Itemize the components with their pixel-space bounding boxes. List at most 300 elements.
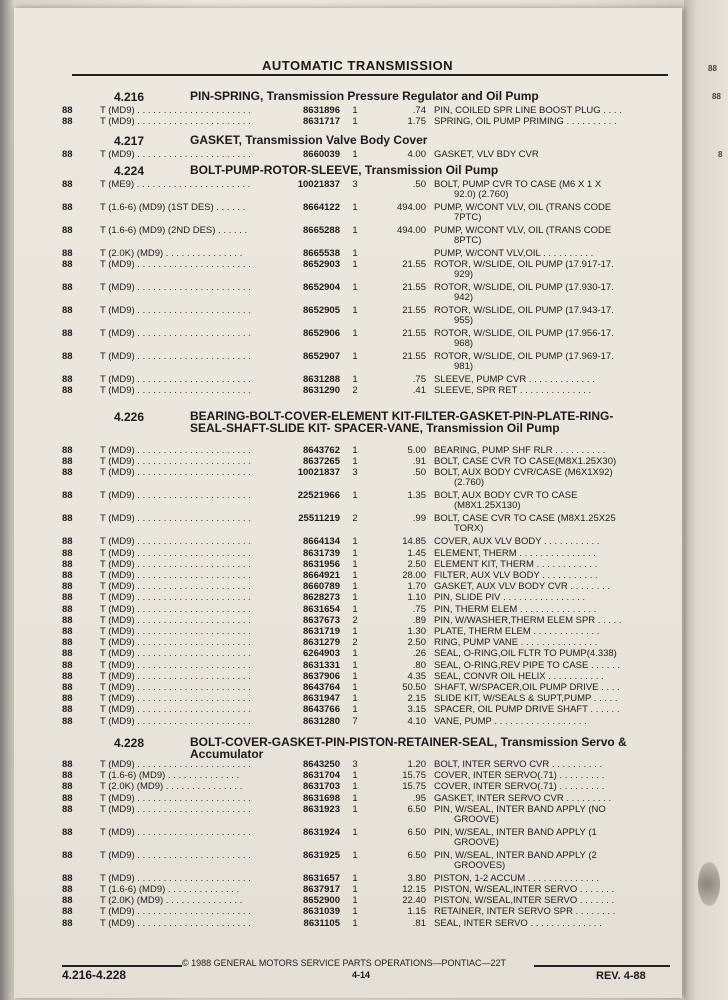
model-code: 88 <box>62 682 73 693</box>
part-row <box>14 117 682 127</box>
description: ELEMENT, THERM . . . . . . . . . . . . . . . <box>434 547 596 559</box>
quantity: 7 <box>352 715 358 727</box>
part-row <box>14 694 682 704</box>
part-row <box>14 446 682 456</box>
model-code: 88 <box>62 202 73 213</box>
application: T (MD9) . . . . . . . . . . . . . . . . . . . . . . <box>100 626 251 637</box>
quantity: 1 <box>352 374 358 386</box>
quantity: 1 <box>352 570 358 581</box>
price: 4.10 <box>407 715 426 727</box>
header-rule <box>72 74 668 76</box>
description: BOLT, INTER SERVO CVR . . . . . . . . . . <box>434 759 603 770</box>
section-number: 4.224 <box>114 164 145 178</box>
model-code: 88 <box>62 179 73 190</box>
description-continuation: (M8X1.25X130) <box>454 500 521 512</box>
quantity: 1 <box>352 792 358 804</box>
application: T (MD9) . . . . . . . . . . . . . . . . . . . . . . <box>100 456 251 468</box>
description: BOLT, CASE CVR TO CASE(M8X1.25X30) <box>434 456 617 468</box>
description: BEARING, PUMP SHF RLR . . . . . . . . . . <box>434 445 606 456</box>
price: 50.50 <box>402 682 426 693</box>
description: SLEEVE, PUMP CVR . . . . . . . . . . . . . <box>434 374 595 386</box>
application: T (MD9) . . . . . . . . . . . . . . . . . . . . . . <box>100 648 251 660</box>
binder-hole <box>698 862 720 906</box>
model-code: 88 <box>62 884 73 895</box>
quantity: 1 <box>352 803 358 815</box>
application: T (MD9) . . . . . . . . . . . . . . . . . . . . . . <box>100 445 251 456</box>
part-number: 8652903 <box>303 259 340 271</box>
application: T (MD9) . . . . . . . . . . . . . . . . . . . . . . <box>100 603 251 615</box>
application: T (MD9) . . . . . . . . . . . . . . . . . . . . . . <box>100 803 251 815</box>
model-code: 88 <box>62 715 73 727</box>
description-continuation: 981) <box>454 361 474 373</box>
description: BOLT, AUX BODY CVR TO CASE <box>434 490 578 502</box>
quantity: 1 <box>352 693 358 705</box>
description: PUMP, W/CONT VLV, OIL (TRANS CODE <box>434 202 612 213</box>
footer-rule-right <box>534 965 670 967</box>
quantity: 1 <box>352 592 358 604</box>
application: T (2.0K) (MD9) . . . . . . . . . . . . . . . <box>100 895 243 907</box>
price: 4.00 <box>407 149 426 160</box>
part-row <box>14 150 682 160</box>
part-number: 8631923 <box>303 803 340 815</box>
quantity: 2 <box>352 637 358 649</box>
quantity: 1 <box>352 906 358 918</box>
part-row <box>14 537 682 547</box>
section-number: 4.228 <box>114 736 145 750</box>
quantity: 1 <box>352 105 358 116</box>
part-number: 8631039 <box>303 906 340 918</box>
model-code: 88 <box>62 374 73 386</box>
price: 1.10 <box>407 592 426 604</box>
part-row <box>14 386 682 396</box>
description: SHAFT, W/SPACER,OIL PUMP DRIVE . . . . <box>434 682 620 693</box>
part-row <box>14 549 682 559</box>
quantity: 1 <box>352 581 358 593</box>
application: T (MD9) . . . . . . . . . . . . . . . . . . . . . . <box>100 659 251 671</box>
footer-revision: REV. 4-88 <box>596 970 646 982</box>
price: 28.00 <box>402 570 426 581</box>
application: T (MD9) . . . . . . . . . . . . . . . . . . . . . . <box>100 149 251 160</box>
part-number: 8664122 <box>303 202 340 213</box>
description-continuation: 92.0) (2.760) <box>454 189 509 200</box>
price: 1.70 <box>407 581 426 593</box>
price: 2.50 <box>407 637 426 649</box>
description: COVER, INTER SERVO(.71) . . . . . . . . . <box>434 770 605 782</box>
quantity: 1 <box>352 259 358 271</box>
price: 494.00 <box>396 202 426 213</box>
model-code: 88 <box>62 467 73 479</box>
description: SEAL, CONVR OIL HELIX . . . . . . . . . . . <box>434 670 604 682</box>
part-row <box>14 352 682 362</box>
part-number: 10021837 <box>297 467 340 479</box>
model-code: 88 <box>62 248 73 259</box>
part-number: 8660039 <box>303 149 340 160</box>
model-code: 88 <box>62 906 73 918</box>
model-code: 88 <box>62 592 73 604</box>
part-row <box>14 683 682 693</box>
model-code: 88 <box>62 116 73 128</box>
part-number: 8631947 <box>303 693 340 705</box>
quantity: 1 <box>352 781 358 793</box>
description: SPACER, OIL PUMP DRIVE SHAFT . . . . . . <box>434 704 620 716</box>
model-code: 88 <box>62 456 73 468</box>
quantity: 1 <box>352 558 358 570</box>
part-number: 6264903 <box>303 648 340 660</box>
section-number: 4.226 <box>114 410 145 424</box>
quantity: 1 <box>352 603 358 615</box>
model-code: 88 <box>62 849 73 861</box>
part-row <box>14 106 682 116</box>
application: T (MD9) . . . . . . . . . . . . . . . . . . . . . . <box>100 792 251 804</box>
description: SEAL, O-RING,REV PIPE TO CASE . . . . . . <box>434 659 621 671</box>
part-number: 8631896 <box>303 105 340 116</box>
description-continuation: GROOVES) <box>454 859 506 871</box>
price: .89 <box>412 614 426 626</box>
part-row <box>14 907 682 917</box>
model-code: 88 <box>62 547 73 559</box>
quantity: 1 <box>352 445 358 456</box>
part-number: 25511219 <box>298 513 340 525</box>
part-number: 8637906 <box>303 670 340 682</box>
description: COVER, INTER SERVO(.71) . . . . . . . . . <box>434 781 605 793</box>
part-row <box>14 851 682 861</box>
description-continuation: GROOVE) <box>454 836 499 848</box>
model-code: 88 <box>62 781 73 793</box>
model-code: 88 <box>62 351 73 363</box>
model-code: 88 <box>62 536 73 548</box>
description: PIN, W/SEAL, INTER BAND APPLY (2 <box>434 849 597 861</box>
application: T (MD9) . . . . . . . . . . . . . . . . . . . . . . <box>100 759 251 770</box>
price: 15.75 <box>402 770 426 782</box>
price: .50 <box>412 179 426 190</box>
part-number: 8631956 <box>303 558 340 570</box>
model-code: 88 <box>62 603 73 615</box>
quantity: 1 <box>352 116 358 128</box>
price: .74 <box>412 105 426 116</box>
application: T (MD9) . . . . . . . . . . . . . . . . . . . . . . <box>100 637 251 649</box>
description: ROTOR, W/SLIDE, OIL PUMP (17.930-17. <box>434 282 614 294</box>
section-title: PIN-SPRING, Transmission Pressure Regulator and Oil Pump <box>190 89 539 103</box>
part-row <box>14 180 682 190</box>
part-row <box>14 661 682 671</box>
price: .95 <box>412 792 426 804</box>
description: FILTER, AUX VLV BODY . . . . . . . . . . . <box>434 570 598 581</box>
part-row <box>14 885 682 895</box>
part-number: 8631105 <box>303 917 340 929</box>
part-number: 8631924 <box>303 826 340 838</box>
part-number: 8631279 <box>303 637 340 649</box>
quantity: 1 <box>352 884 358 895</box>
quantity: 1 <box>352 682 358 693</box>
price: .80 <box>412 659 426 671</box>
price: .41 <box>412 385 426 397</box>
model-code: 88 <box>62 759 73 770</box>
application: T (MD9) . . . . . . . . . . . . . . . . . . . . . . <box>100 282 251 294</box>
section-number: 4.216 <box>114 90 145 104</box>
description: SPRING, OIL PUMP PRIMING . . . . . . . . . . <box>434 116 617 128</box>
description-continuation: 7PTC) <box>454 212 482 223</box>
quantity: 1 <box>352 895 358 907</box>
application: T (MD9) . . . . . . . . . . . . . . . . . . . . . . <box>100 715 251 727</box>
quantity: 1 <box>352 917 358 929</box>
price: .91 <box>412 456 426 468</box>
description-continuation: GROOVE) <box>454 813 499 825</box>
model-code: 88 <box>62 637 73 649</box>
part-number: 8631290 <box>303 385 340 397</box>
part-row <box>14 226 682 236</box>
price: 6.50 <box>407 849 426 861</box>
part-number: 8631331 <box>303 659 340 671</box>
description: PIN, THERM ELEM . . . . . . . . . . . . . . . <box>434 603 597 615</box>
description: BOLT, CASE CVR TO CASE (M8X1.25X25 <box>434 513 616 525</box>
part-row <box>14 760 682 770</box>
model-code: 88 <box>62 626 73 637</box>
application: T (MD9) . . . . . . . . . . . . . . . . . . . . . . <box>100 116 251 128</box>
price: 1.35 <box>407 490 426 502</box>
model-code: 88 <box>62 826 73 838</box>
model-code: 88 <box>62 693 73 705</box>
part-number: 8631717 <box>303 116 340 128</box>
part-row <box>14 794 682 804</box>
part-row <box>14 627 682 637</box>
part-row <box>14 468 682 478</box>
part-row <box>14 919 682 929</box>
description: ELEMENT KIT, THERM . . . . . . . . . . . . <box>434 558 598 570</box>
model-code: 88 <box>62 328 73 340</box>
part-row <box>14 771 682 781</box>
part-row <box>14 491 682 501</box>
part-number: 8631280 <box>303 715 340 727</box>
model-code: 88 <box>62 917 73 929</box>
description: GASKET, AUX VLV BODY CVR . . . . . . . . <box>434 581 610 593</box>
description: ROTOR, W/SLIDE, OIL PUMP (17.943-17. <box>434 305 614 317</box>
part-row <box>14 260 682 270</box>
part-row <box>14 306 682 316</box>
description: ROTOR, W/SLIDE, OIL PUMP (17.956-17. <box>434 328 614 340</box>
part-row <box>14 717 682 727</box>
page-header: AUTOMATIC TRANSMISSION <box>262 58 454 73</box>
part-row <box>14 582 682 592</box>
application: T (MD9) . . . . . . . . . . . . . . . . . . . . . . <box>100 490 251 502</box>
part-row <box>14 672 682 682</box>
part-row <box>14 514 682 524</box>
description: SLIDE KIT, W/SEALS & SUPT,PUMP . . . . . <box>434 693 618 705</box>
price: .81 <box>412 917 426 929</box>
quantity: 1 <box>352 648 358 660</box>
price: 21.55 <box>402 328 426 340</box>
part-row <box>14 896 682 906</box>
part-row <box>14 649 682 659</box>
application: T (MD9) . . . . . . . . . . . . . . . . . . . . . . <box>100 305 251 317</box>
price: .75 <box>412 374 426 386</box>
part-number: 8643766 <box>303 704 340 716</box>
description-continuation: TORX) <box>454 523 484 535</box>
price: .26 <box>412 648 426 660</box>
description: GASKET, VLV BDY CVR <box>434 149 539 160</box>
part-number: 8631719 <box>303 626 340 637</box>
quantity: 2 <box>352 385 358 397</box>
part-number: 8664921 <box>303 570 340 581</box>
application: T (MD9) . . . . . . . . . . . . . . . . . . . . . . <box>100 570 251 581</box>
part-row <box>14 375 682 385</box>
footer-rule-left <box>62 965 182 967</box>
application: T (MD9) . . . . . . . . . . . . . . . . . . . . . . <box>100 704 251 716</box>
application: T (MD9) . . . . . . . . . . . . . . . . . . . . . . <box>100 592 251 604</box>
description-continuation: 942) <box>454 292 474 304</box>
description: ROTOR, W/SLIDE, OIL PUMP (17.917-17. <box>434 259 614 271</box>
quantity: 1 <box>352 202 358 213</box>
part-number: 8631654 <box>303 603 340 615</box>
part-number: 8643764 <box>303 682 340 693</box>
price: 1.75 <box>407 116 426 128</box>
application: T (MD9) . . . . . . . . . . . . . . . . . . . . . . <box>100 581 251 593</box>
part-number: 8652905 <box>303 305 340 317</box>
quantity: 2 <box>352 614 358 626</box>
price: 494.00 <box>396 225 426 236</box>
application: T (1.6-6) (MD9) (1ST DES) . . . . . . <box>100 202 246 213</box>
quantity: 1 <box>352 670 358 682</box>
description: SEAL, INTER SERVO . . . . . . . . . . . . . . <box>434 917 602 929</box>
description: PUMP, W/CONT VLV, OIL (TRANS CODE <box>434 225 612 236</box>
edge-mark: 88 <box>708 64 717 73</box>
part-number: 8660789 <box>303 581 340 593</box>
part-number: 8652907 <box>303 351 340 363</box>
quantity: 1 <box>352 849 358 861</box>
part-number: 8665538 <box>303 248 340 259</box>
description-continuation: 929) <box>454 269 474 281</box>
application: T (MD9) . . . . . . . . . . . . . . . . . . . . . . <box>100 693 251 705</box>
part-number: 8631657 <box>303 872 340 884</box>
part-row <box>14 828 682 838</box>
description: PISTON, W/SEAL,INTER SERVO . . . . . . . <box>434 895 615 907</box>
model-code: 88 <box>62 385 73 397</box>
model-code: 88 <box>62 282 73 294</box>
part-number: 8631704 <box>303 770 340 782</box>
part-number: 8631739 <box>303 547 340 559</box>
application: T (MD9) . . . . . . . . . . . . . . . . . . . . . . <box>100 105 251 116</box>
description: PISTON, W/SEAL,INTER SERVO . . . . . . . <box>434 884 615 895</box>
quantity: 1 <box>352 704 358 716</box>
application: T (MD9) . . . . . . . . . . . . . . . . . . . . . . <box>100 614 251 626</box>
quantity: 1 <box>352 456 358 468</box>
application: T (MD9) . . . . . . . . . . . . . . . . . . . . . . <box>100 385 251 397</box>
application: T (MD9) . . . . . . . . . . . . . . . . . . . . . . <box>100 328 251 340</box>
application: T (2.0K) (MD9) . . . . . . . . . . . . . . . <box>100 248 243 259</box>
catalog-page <box>14 8 682 998</box>
application: T (MD9) . . . . . . . . . . . . . . . . . . . . . . <box>100 351 251 363</box>
part-row <box>14 805 682 815</box>
model-code: 88 <box>62 225 73 236</box>
quantity: 1 <box>352 282 358 294</box>
description-continuation: (2.760) <box>454 477 485 489</box>
application: T (MD9) . . . . . . . . . . . . . . . . . . . . . . <box>100 872 251 884</box>
quantity: 1 <box>352 351 358 363</box>
model-code: 88 <box>62 659 73 671</box>
description: PIN, SLIDE PIV . . . . . . . . . . . . . . . . <box>434 592 585 604</box>
part-row <box>14 874 682 884</box>
part-number: 8665288 <box>303 225 340 236</box>
price: 5.00 <box>407 445 426 456</box>
price: 21.55 <box>402 305 426 317</box>
description: RETAINER, INTER SERVO SPR . . . . . . . . <box>434 906 616 918</box>
application: T (MD9) . . . . . . . . . . . . . . . . . . . . . . <box>100 536 251 548</box>
part-number: 8631698 <box>303 792 340 804</box>
part-number: 8628273 <box>303 592 340 604</box>
model-code: 88 <box>62 570 73 581</box>
part-number: 8643762 <box>303 445 340 456</box>
quantity: 1 <box>352 248 358 259</box>
quantity: 3 <box>352 467 358 479</box>
model-code: 88 <box>62 614 73 626</box>
footer-copyright: © 1988 GENERAL MOTORS SERVICE PARTS OPERATIONS—PONTIAC—22T <box>182 958 507 968</box>
model-code: 88 <box>62 305 73 317</box>
description: PLATE, THERM ELEM . . . . . . . . . . . . . <box>434 626 600 637</box>
quantity: 1 <box>352 659 358 671</box>
model-code: 88 <box>62 490 73 502</box>
model-code: 88 <box>62 803 73 815</box>
description: RING, PUMP VANE . . . . . . . . . . . . . . . <box>434 637 598 649</box>
section-title: BOLT-PUMP-ROTOR-SLEEVE, Transmission Oil Pump <box>190 163 499 177</box>
quantity: 1 <box>352 547 358 559</box>
quantity: 1 <box>352 225 358 236</box>
price: 15.75 <box>402 781 426 793</box>
part-row <box>14 560 682 570</box>
part-number: 10021837 <box>297 179 340 190</box>
quantity: 1 <box>352 770 358 782</box>
model-code: 88 <box>62 770 73 782</box>
section-title: BEARING-BOLT-COVER-ELEMENT KIT-FILTER-GASKET-PIN-PLATE-RING-SEAL-SHAFT-SLIDE KIT- SPACER-VANE, Transmission Oil Pump <box>190 409 614 435</box>
description-continuation: 968) <box>454 338 474 350</box>
quantity: 1 <box>352 328 358 340</box>
model-code: 88 <box>62 704 73 716</box>
part-row <box>14 782 682 792</box>
price: .50 <box>412 467 426 479</box>
description: COVER, AUX VLV BODY . . . . . . . . . . . <box>434 536 600 548</box>
application: T (MD9) . . . . . . . . . . . . . . . . . . . . . . <box>100 513 251 525</box>
description-continuation: 955) <box>454 315 474 327</box>
price: 1.20 <box>407 759 426 770</box>
description: PIN, W/SEAL, INTER BAND APPLY (NO <box>434 803 606 815</box>
part-number: 8637265 <box>303 456 340 468</box>
price: 6.50 <box>407 803 426 815</box>
application: T (MD9) . . . . . . . . . . . . . . . . . . . . . . <box>100 826 251 838</box>
description: VANE, PUMP . . . . . . . . . . . . . . . . . . <box>434 715 587 727</box>
price: 12.15 <box>402 884 426 895</box>
part-number: 8652900 <box>303 895 340 907</box>
application: T (1.6-6) (MD9) . . . . . . . . . . . . . . <box>100 884 240 895</box>
section-title: GASKET, Transmission Valve Body Cover <box>190 133 428 147</box>
part-row <box>14 616 682 626</box>
description: BOLT, AUX BODY CVR/CASE (M6X1X92) <box>434 467 613 479</box>
description: PUMP, W/CONT VLV,OIL . . . . . . . . . . <box>434 248 594 259</box>
part-number: 8631925 <box>303 849 340 861</box>
model-code: 88 <box>62 105 73 116</box>
price: 3.80 <box>407 872 426 884</box>
part-number: 8631703 <box>303 781 340 793</box>
model-code: 88 <box>62 259 73 271</box>
price: 21.55 <box>402 282 426 294</box>
part-row <box>14 593 682 603</box>
quantity: 1 <box>352 149 358 160</box>
price: 1.45 <box>407 547 426 559</box>
part-number: 22521966 <box>297 490 340 502</box>
part-number: 8637673 <box>303 614 340 626</box>
quantity: 1 <box>352 626 358 637</box>
quantity: 1 <box>352 536 358 548</box>
model-code: 88 <box>62 149 73 160</box>
model-code: 88 <box>62 558 73 570</box>
application: T (MD9) . . . . . . . . . . . . . . . . . . . . . . <box>100 558 251 570</box>
